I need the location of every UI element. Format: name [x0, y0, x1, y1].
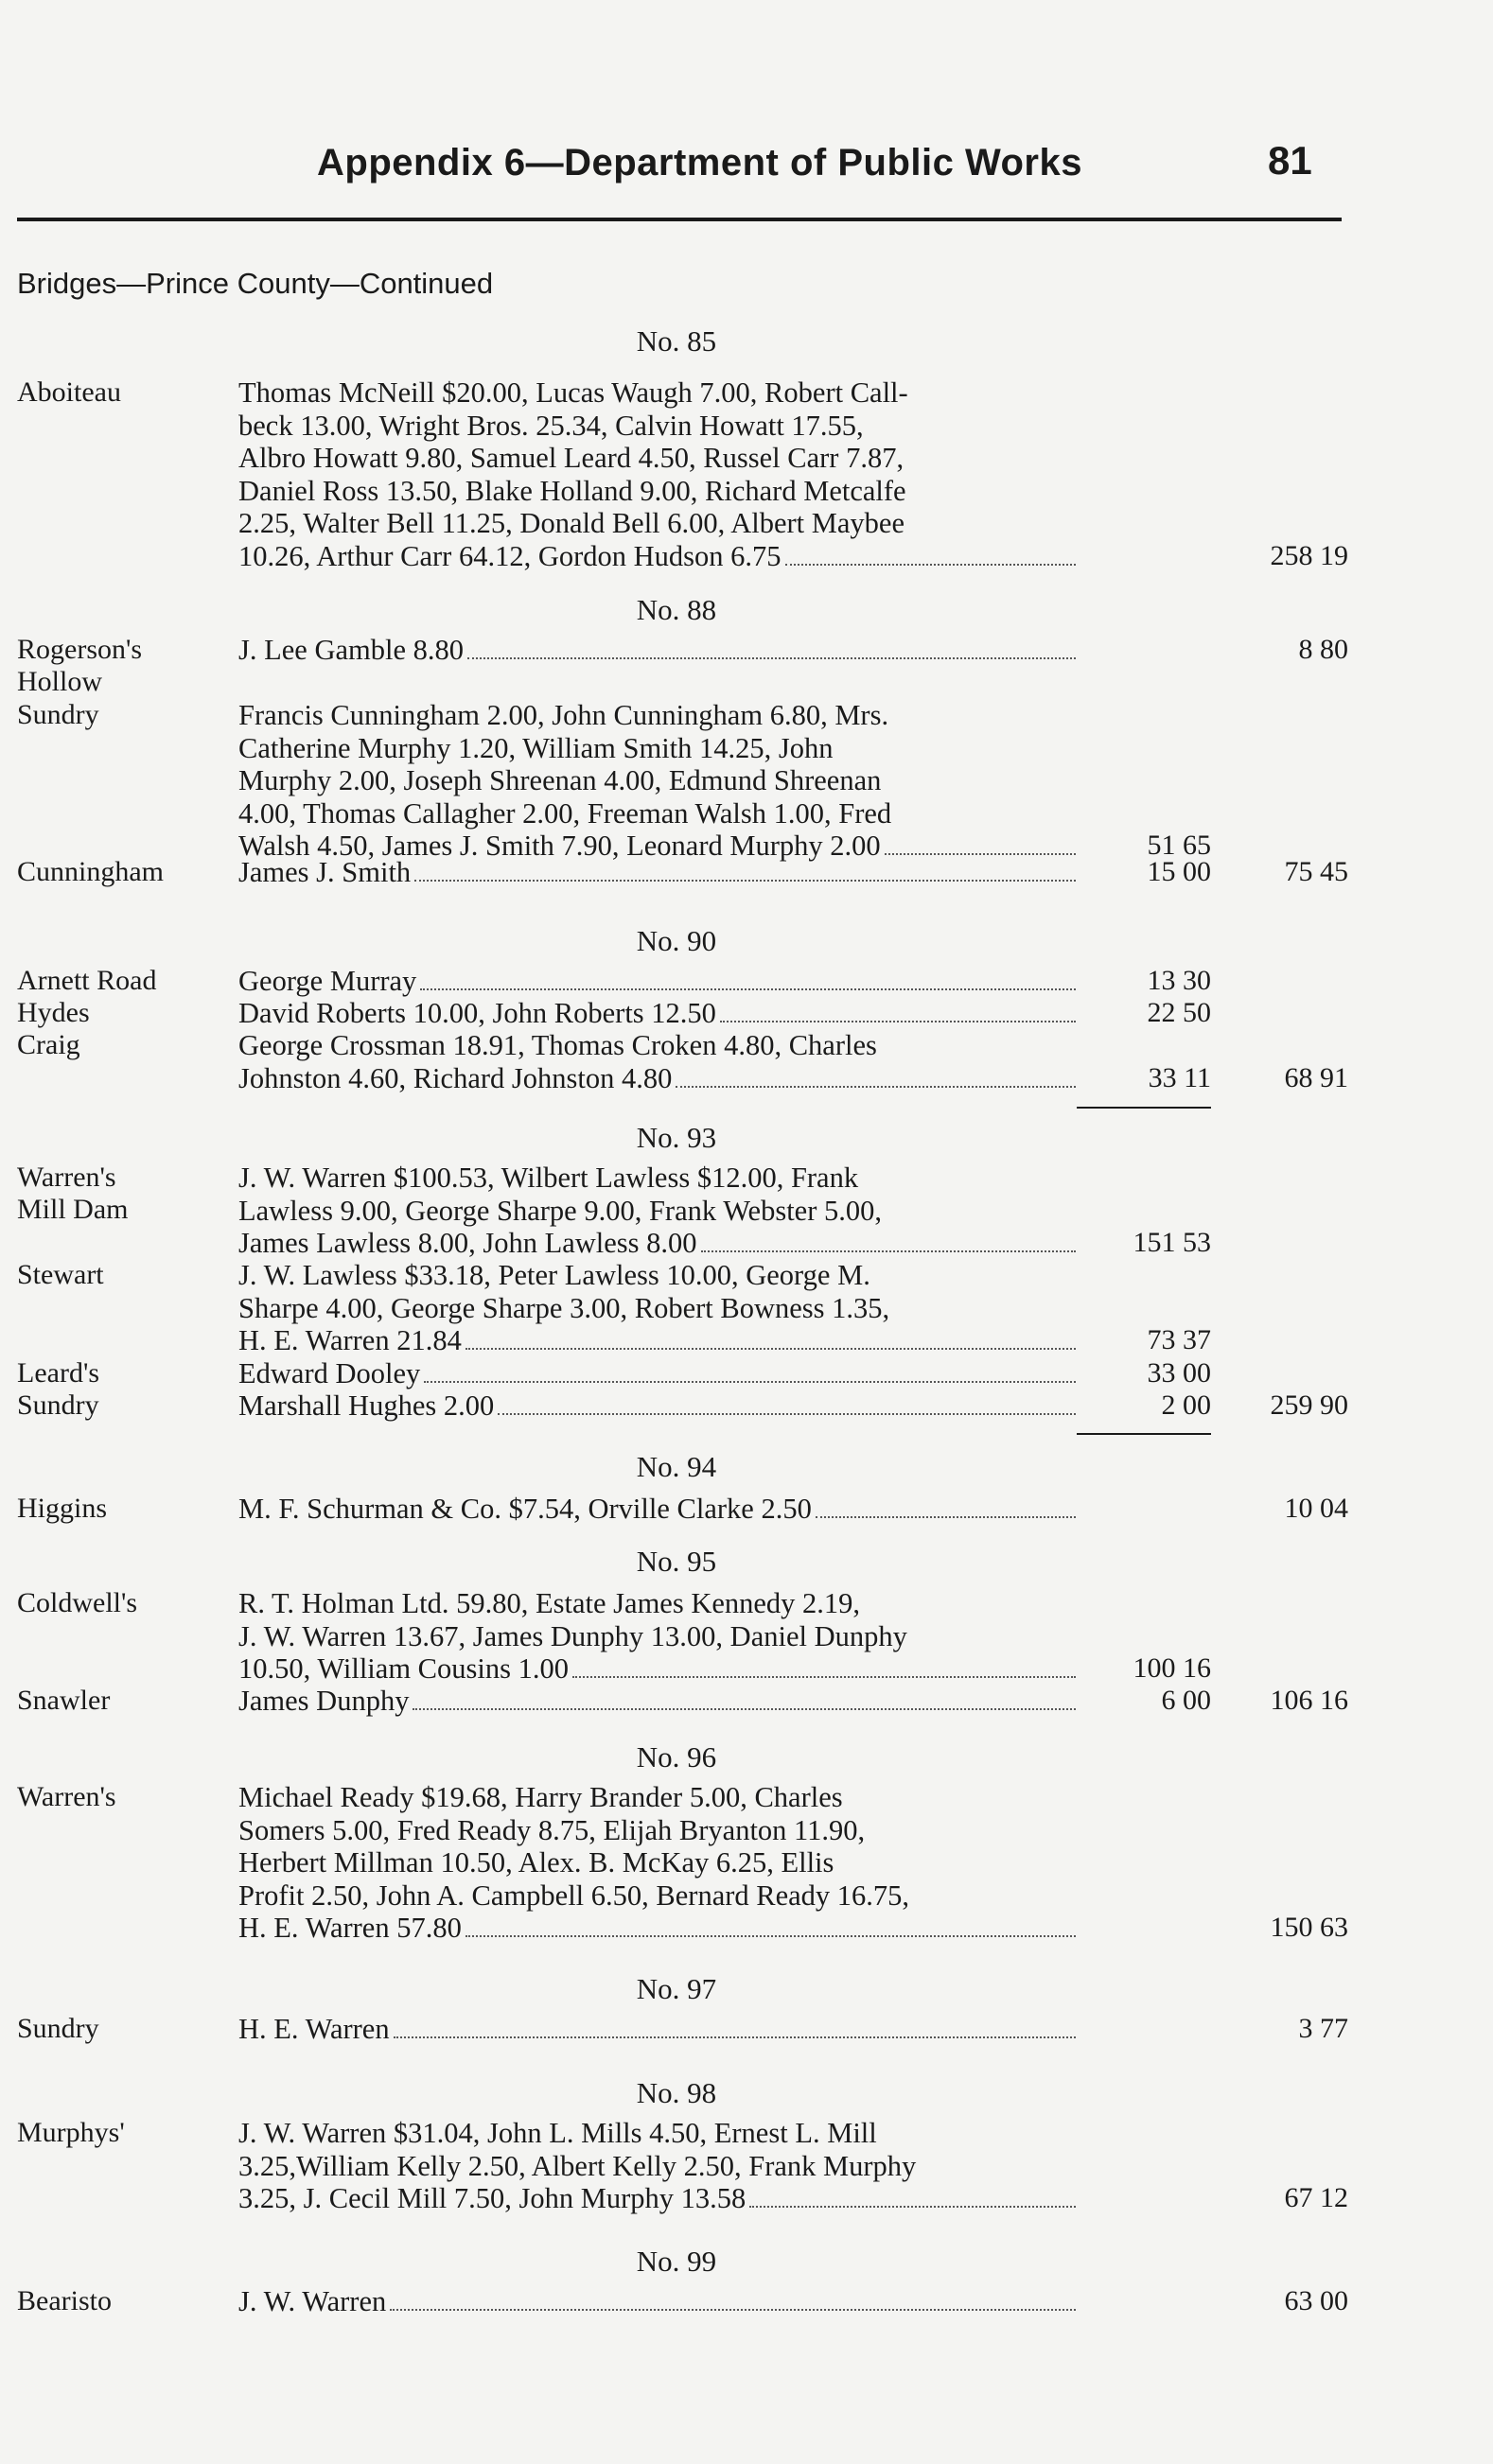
dot-leader	[816, 1516, 1076, 1518]
bridge-name	[17, 856, 164, 888]
section-total: 150 63	[1270, 1912, 1348, 1943]
payee-entry	[238, 856, 1076, 889]
payee-text: H. E. Warren 21.84	[238, 1324, 462, 1356]
bridge-name-line: Stewart	[17, 1259, 104, 1290]
dot-leader	[749, 2206, 1076, 2208]
payee-text-line: J. W. Lawless $33.18, Peter Lawless 10.00, George M.	[238, 1259, 870, 1291]
payee-text: H. E. Warren	[238, 2013, 390, 2045]
payee-text-line	[238, 856, 1076, 889]
payee-text-line	[238, 634, 1076, 667]
bridge-name-line: Mill Dam	[17, 1194, 129, 1225]
section-total: 68 91	[1284, 1061, 1348, 1093]
item-amount: 33 11	[1148, 1061, 1211, 1093]
section-total: 8 80	[1298, 634, 1348, 665]
item-amount: 13 30	[1147, 965, 1211, 996]
payee-entry	[238, 1493, 1076, 1526]
payee-text: Edward Dooley	[238, 1357, 421, 1389]
bridge-name-line: Coldwell's	[17, 1587, 138, 1618]
bridge-name	[17, 376, 121, 409]
section-subheading: Bridges—Prince County—Continued	[17, 267, 494, 300]
dot-leader	[390, 2309, 1076, 2311]
section-total: 63 00	[1284, 2285, 1348, 2316]
bridge-name-line: Murphys'	[17, 2117, 125, 2148]
bridge-name	[17, 2117, 125, 2149]
bridge-name-line: Bearisto	[17, 2285, 112, 2316]
bridge-name	[17, 1685, 110, 1717]
payee-entry	[238, 1029, 1076, 1094]
item-amount: 2 00	[1161, 1389, 1211, 1421]
voucher-number-heading: No. 93	[636, 1121, 717, 1154]
voucher-number-heading: No. 90	[636, 924, 717, 957]
header-rule	[17, 218, 1342, 221]
payee-text-line	[238, 1324, 1076, 1357]
dot-leader	[414, 880, 1076, 882]
payee-text-line: George Crossman 18.91, Thomas Croken 4.80, Charles	[238, 1029, 877, 1061]
payee-entry	[238, 2117, 1076, 2215]
bridge-name-line: Higgins	[17, 1493, 108, 1524]
bridge-name-line: Snawler	[17, 1685, 111, 1716]
payee-text: 10.26, Arthur Carr 64.12, Gordon Hudson 6.75	[238, 539, 782, 572]
bridge-name	[17, 2285, 112, 2317]
payee-text: David Roberts 10.00, John Roberts 12.50	[238, 997, 716, 1029]
dot-leader	[424, 1381, 1076, 1383]
payee-text: J. Lee Gamble 8.80	[238, 634, 464, 666]
bridge-name	[17, 1389, 99, 1422]
dot-leader	[785, 564, 1076, 566]
bridge-name-line: Warren's	[17, 1781, 116, 1812]
payee-text-line	[238, 2013, 1076, 2046]
bridge-name	[17, 699, 99, 731]
payee-entry	[238, 1389, 1076, 1423]
dot-leader	[701, 1250, 1076, 1252]
item-amount: 151 53	[1133, 1227, 1211, 1258]
bridge-name	[17, 1029, 80, 1061]
bridge-name-line: Craig	[17, 1029, 80, 1060]
payee-text: M. F. Schurman & Co. $7.54, Orville Clarke 2.50	[238, 1493, 812, 1525]
payee-entry	[238, 1259, 1076, 1357]
payee-text-line	[238, 997, 1076, 1030]
payee-text-line: Francis Cunningham 2.00, John Cunningham 6.80, Mrs.	[238, 699, 889, 731]
page-number: 81	[1268, 138, 1312, 183]
payee-text-line: Daniel Ross 13.50, Blake Holland 9.00, Richard Metcalfe	[238, 474, 906, 507]
payee-text-line: Profit 2.50, John A. Campbell 6.50, Bernard Ready 16.75,	[238, 1879, 910, 1912]
page-header-title: Appendix 6—Department of Public Works	[317, 142, 1082, 183]
payee-text-line: Albro Howatt 9.80, Samuel Leard 4.50, Russel Carr 7.87,	[238, 442, 905, 474]
voucher-number-heading: No. 96	[636, 1740, 717, 1774]
payee-entry	[238, 997, 1076, 1030]
bridge-name-line: Sundry	[17, 2013, 99, 2044]
payee-text-line	[238, 1357, 1076, 1390]
payee-text-line: J. W. Warren 13.67, James Dunphy 13.00, Daniel Dunphy	[238, 1619, 907, 1652]
section-total: 258 19	[1270, 539, 1348, 571]
subtotal-rule	[1077, 1107, 1211, 1109]
item-amount: 100 16	[1133, 1652, 1211, 1684]
voucher-number-heading: No. 95	[636, 1545, 717, 1578]
payee-entry	[238, 376, 1076, 572]
payee-text-line	[238, 1389, 1076, 1423]
voucher-number-heading: No. 98	[636, 2076, 717, 2109]
payee-entry	[238, 1162, 1076, 1260]
payee-text-line: Catherine Murphy 1.20, William Smith 14.25, John	[238, 731, 834, 764]
dot-leader	[394, 2036, 1076, 2038]
bridge-name-line: Sundry	[17, 699, 99, 730]
payee-text: 10.50, William Cousins 1.00	[238, 1652, 569, 1685]
bridge-name	[17, 1357, 99, 1389]
bridge-name	[17, 1587, 137, 1619]
payee-text-line: J. W. Warren $100.53, Wilbert Lawless $12.00, Frank	[238, 1162, 859, 1194]
dot-leader	[676, 1086, 1076, 1088]
payee-entry	[238, 1781, 1076, 1945]
voucher-number-heading: No. 88	[636, 593, 717, 626]
payee-text-line	[238, 1493, 1076, 1526]
bridge-name-line: Sundry	[17, 1389, 99, 1421]
bridge-name	[17, 1493, 107, 1525]
payee-entry	[238, 965, 1076, 998]
payee-text-line	[238, 1062, 1076, 1095]
bridge-name-line: Hollow	[17, 666, 102, 697]
payee-text: George Murray	[238, 965, 417, 997]
section-total: 106 16	[1270, 1685, 1348, 1716]
item-amount: 6 00	[1161, 1685, 1211, 1716]
payee-text-line: Michael Ready $19.68, Harry Brander 5.00, Charles	[238, 1781, 843, 1813]
voucher-number-heading: No. 97	[636, 1972, 717, 2005]
payee-entry	[238, 699, 1076, 863]
payee-text-line: Herbert Millman 10.50, Alex. B. McKay 6.25, Ellis	[238, 1846, 834, 1879]
payee-text-line: Thomas McNeill $20.00, Lucas Waugh 7.00, Robert Call-	[238, 376, 908, 409]
item-amount: 33 00	[1147, 1357, 1211, 1389]
payee-text-line	[238, 1912, 1076, 1945]
bridge-name-line: Aboiteau	[17, 376, 121, 408]
payee-text: Marshall Hughes 2.00	[238, 1389, 495, 1422]
voucher-number-heading: No. 99	[636, 2245, 717, 2278]
item-amount: 15 00	[1147, 856, 1211, 887]
item-amount: 51 65	[1147, 830, 1211, 861]
dot-leader	[885, 853, 1076, 855]
payee-text-line	[238, 1652, 1076, 1686]
bridge-name	[17, 2013, 99, 2045]
item-amount: 73 37	[1147, 1324, 1211, 1355]
payee-text-line	[238, 2182, 1076, 2215]
payee-text-line: beck 13.00, Wright Bros. 25.34, Calvin Howatt 17.55,	[238, 409, 864, 442]
bridge-name	[17, 634, 142, 698]
payee-text-line: Lawless 9.00, George Sharpe 9.00, Frank Webster 5.00,	[238, 1194, 882, 1227]
dot-leader	[465, 1348, 1076, 1350]
payee-entry	[238, 2285, 1076, 2318]
bridge-name	[17, 965, 156, 997]
payee-entry	[238, 1357, 1076, 1390]
dot-leader	[465, 1935, 1076, 1937]
dot-leader	[420, 988, 1076, 990]
payee-text-line: Murphy 2.00, Joseph Shreenan 4.00, Edmund Shreenan	[238, 764, 882, 796]
payee-text-line: 2.25, Walter Bell 11.25, Donald Bell 6.00, Albert Maybee	[238, 507, 905, 539]
bridge-name-line: Hydes	[17, 997, 90, 1028]
payee-text-line: Somers 5.00, Fred Ready 8.75, Elijah Bryanton 11.90,	[238, 1813, 866, 1846]
payee-text: H. E. Warren 57.80	[238, 1912, 462, 1944]
bridge-name-line: Warren's	[17, 1162, 116, 1193]
payee-text: 3.25, J. Cecil Mill 7.50, John Murphy 13.58	[238, 2182, 746, 2214]
payee-text-line	[238, 1685, 1076, 1718]
bridge-name-line: Rogerson's	[17, 634, 143, 665]
item-amount: 22 50	[1147, 997, 1211, 1028]
payee-text-line: R. T. Holman Ltd. 59.80, Estate James Kennedy 2.19,	[238, 1587, 861, 1619]
bridge-name	[17, 1781, 116, 1813]
payee-text-line: Sharpe 4.00, George Sharpe 3.00, Robert Bowness 1.35,	[238, 1291, 890, 1324]
bridge-name	[17, 1259, 104, 1291]
payee-text: J. W. Warren	[238, 2285, 387, 2317]
bridge-name-line: Arnett Road	[17, 965, 157, 996]
section-total: 3 77	[1298, 2013, 1348, 2044]
section-total: 10 04	[1284, 1493, 1348, 1524]
bridge-name-line: Cunningham	[17, 856, 164, 887]
payee-text: James Lawless 8.00, John Lawless 8.00	[238, 1227, 697, 1259]
payee-text: Johnston 4.60, Richard Johnston 4.80	[238, 1061, 673, 1094]
section-total: 75 45	[1284, 856, 1348, 887]
payee-entry	[238, 2013, 1076, 2046]
subtotal-rule	[1077, 1433, 1211, 1435]
voucher-number-heading: No. 85	[636, 324, 717, 358]
dot-leader	[720, 1021, 1076, 1022]
voucher-number-heading: No. 94	[636, 1450, 717, 1483]
payee-text-line: J. W. Warren $31.04, John L. Mills 4.50, Ernest L. Mill	[238, 2117, 877, 2149]
dot-leader	[498, 1413, 1076, 1415]
payee-text-line	[238, 965, 1076, 998]
payee-entry	[238, 1685, 1076, 1718]
payee-text: James J. Smith	[238, 856, 412, 888]
payee-text-line: 3.25,William Kelly 2.50, Albert Kelly 2.50, Frank Murphy	[238, 2149, 917, 2182]
dot-leader	[572, 1676, 1076, 1678]
bridge-name	[17, 997, 90, 1029]
payee-text: Walsh 4.50, James J. Smith 7.90, Leonard Murphy 2.00	[238, 830, 881, 862]
payee-text-line	[238, 540, 1076, 573]
payee-text-line	[238, 1227, 1076, 1260]
dot-leader	[467, 657, 1076, 659]
payee-text: James Dunphy	[238, 1685, 410, 1717]
payee-entry	[238, 1587, 1076, 1686]
dot-leader	[413, 1708, 1076, 1710]
section-total: 259 90	[1270, 1389, 1348, 1421]
bridge-name-line: Leard's	[17, 1357, 100, 1389]
payee-entry	[238, 634, 1076, 667]
bridge-name	[17, 1162, 129, 1226]
payee-text-line	[238, 2285, 1076, 2318]
section-total: 67 12	[1284, 2182, 1348, 2213]
payee-text-line: 4.00, Thomas Callagher 2.00, Freeman Walsh 1.00, Fred	[238, 796, 892, 830]
